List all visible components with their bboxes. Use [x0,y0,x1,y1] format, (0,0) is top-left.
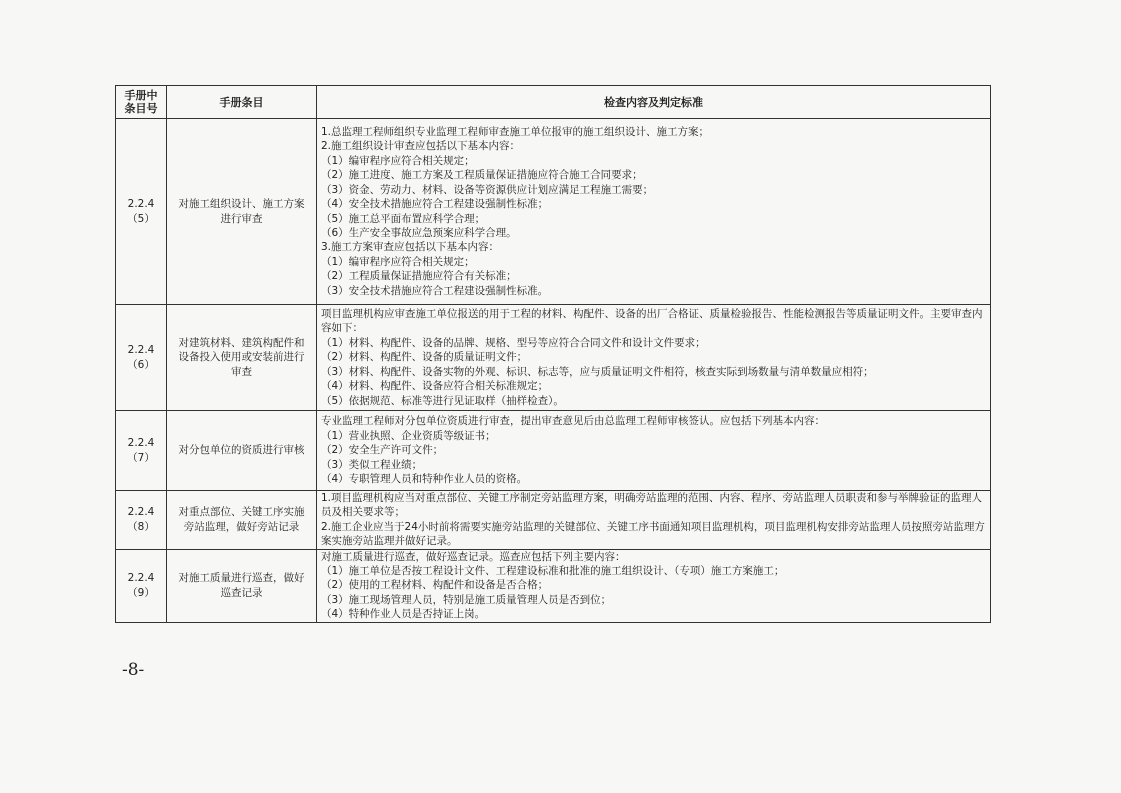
criteria-line: （3）资金、劳动力、材料、设备等资源供应计划应满足工程施工需要； [321,183,654,196]
criteria-line: （2）材料、构配件、设备的质量证明文件； [321,351,528,364]
criteria-line: 对施工质量进行巡查，做好巡查记录。巡查应包括下列主要内容： [321,550,626,563]
criteria-line: （4）特种作业人员是否持证上岗。 [321,608,486,621]
criteria-line: （2）使用的工程材料、构配件和设备是否合格； [321,579,549,592]
criteria-cell [317,119,991,305]
criteria-line: （4）专职管理人员和特种作业人员的资格。 [321,473,528,486]
criteria-line: 1.项目监理机构应当对重点部位、关键工序制定旁站监理方案，明确旁站监理的范围、内容、程序、旁站监理人员职责和参与举牌验证的监理人员及相关要求等； [321,492,983,519]
criteria-line: （1）编审程序应符合相关规定； [321,154,475,167]
item-name-cell: 对分包单位的资质进行审核 [167,411,317,491]
criteria-line: （5）施工总平面布置应科学合理； [321,212,486,225]
item-number-cell: 2.2.4 （9） [116,549,167,622]
criteria-cell [317,411,991,491]
criteria-line: （3）施工现场管理人员，特别是施工质量管理人员是否到位； [321,593,612,606]
criteria-line: （1）施工单位是否按工程设计文件、工程建设标准和批准的施工组织设计、（专项）施工方案施工； [321,565,785,578]
table-row [116,549,991,622]
criteria-line: （1）编审程序应符合相关规定； [321,255,475,268]
header-item-number: 手册中条目号 [116,86,167,119]
criteria-line: （2）工程质量保证措施应符合有关标准； [321,270,517,283]
item-name-cell: 对建筑材料、建筑构配件和设备投入使用或安装前进行审查 [167,305,317,411]
criteria-line: （4）材料、构配件、设备应符合相关标准规定； [321,380,549,393]
criteria-line: （2）安全生产许可文件； [321,444,444,457]
criteria-line: 1.总监理工程师组织专业监理工程师审查施工单位报审的施工组织设计、施工方案； [321,126,710,139]
criteria-line: （1）营业执照、企业资质等级证书； [321,429,496,442]
criteria-line: 专业监理工程师对分包单位资质进行审查，提出审查意见后由总监理工程师审核签认。应包括下列基本内容： [321,415,825,428]
item-number-cell: 2.2.4 （7） [116,411,167,491]
criteria-line: （3）材料、构配件、设备实物的外观、标识、标志等，应与质量证明文件相符，核查实际到场数量与清单数量应相符； [321,365,874,378]
criteria-line: （4）安全技术措施应符合工程建设强制性标准； [321,198,549,211]
item-name-cell: 对施工质量进行巡查，做好巡查记录 [167,549,317,622]
item-number-cell: 2.2.4 （6） [116,305,167,411]
page-number: -8- [122,660,145,680]
item-number-cell: 2.2.4 （8） [116,491,167,550]
criteria-line: （5）依据规范、标准等进行见证取样（抽样检查）。 [321,394,564,407]
criteria-line: （2）施工进度、施工方案及工程质量保证措施应符合施工合同要求； [321,169,643,182]
criteria-line: 项目监理机构应审查施工单位报送的用于工程的材料、构配件、设备的出厂合格证、质量检验报告、性能检测报告等质量证明文件。主要审查内容如下： [321,308,983,335]
table-header-row [116,86,991,119]
criteria-line: （3）安全技术措施应符合工程建设强制性标准。 [321,284,549,297]
criteria-cell [317,491,991,550]
table-row [116,491,991,550]
criteria-cell [317,549,991,622]
table-row [116,411,991,491]
table-row [116,119,991,305]
table-row [116,305,991,411]
item-name-cell: 对重点部位、关键工序实施旁站监理，做好旁站记录 [167,491,317,550]
header-criteria: 检查内容及判定标准 [317,86,991,119]
criteria-line: （6）生产安全事故应急预案应科学合理。 [321,226,517,239]
criteria-line: 2.施工组织设计审查应包括以下基本内容： [321,140,521,153]
inspection-table [115,85,991,623]
criteria-line: （3）类似工程业绩； [321,458,423,471]
criteria-line: 3.施工方案审查应包括以下基本内容： [321,241,500,254]
criteria-line: （1）材料、构配件、设备的品牌、规格、型号等应符合合同文件和设计文件要求； [321,336,706,349]
header-item-name: 手册条目 [167,86,317,119]
item-number-cell: 2.2.4 （5） [116,119,167,305]
criteria-line: 2.施工企业应当于24小时前将需要实施旁站监理的关键部位、关键工序书面通知项目监理机构，项目监理机构安排旁站监理人员按照旁站监理方案实施旁站监理并做好记录。 [321,520,985,548]
criteria-cell [317,305,991,411]
item-name-cell: 对施工组织设计、施工方案进行审查 [167,119,317,305]
